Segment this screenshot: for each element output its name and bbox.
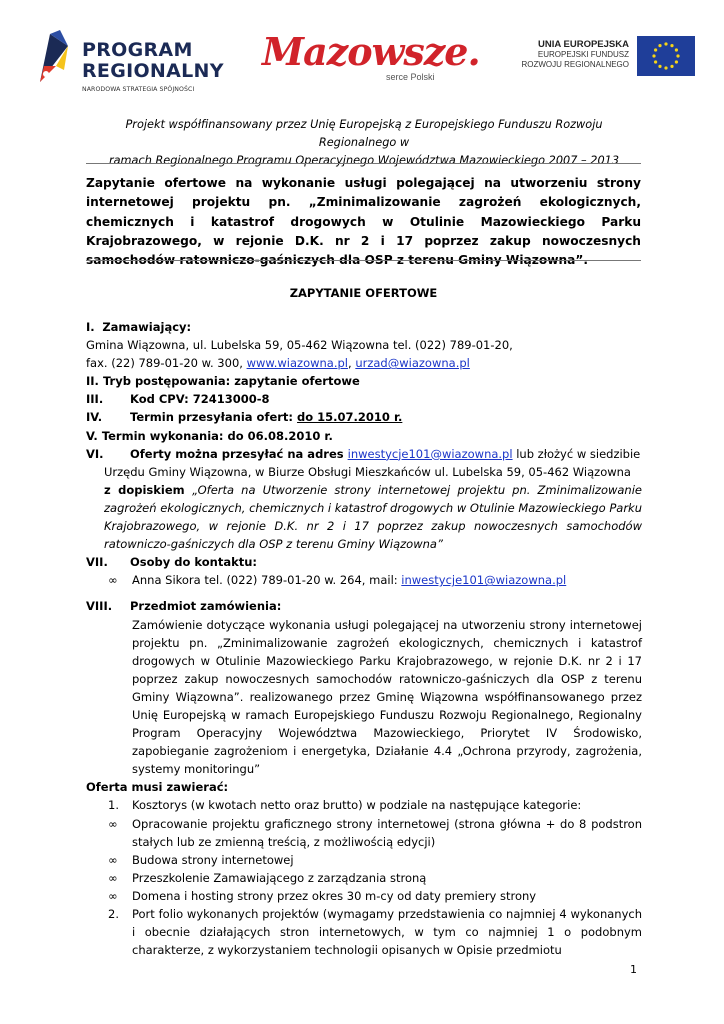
eu-logo-line2: EUROPEJSKI FUNDUSZ xyxy=(537,50,629,59)
bullet-icon: ∞ xyxy=(108,852,118,867)
eu-logo-line1: UNIA EUROPEJSKA xyxy=(538,39,629,50)
offer-bullet-3 xyxy=(86,869,642,887)
offer-bullet-1-text: Opracowanie projektu graficznego strony internetowej (strona główna + do 8 podstron stałych lub ze zmienną treścią, z możliwością edycji) xyxy=(132,816,642,849)
divider-title xyxy=(86,260,641,261)
eu-flag-icon xyxy=(637,36,695,76)
offer-deadline: do 15.07.2010 r. xyxy=(297,410,403,425)
section-2 xyxy=(86,372,642,390)
section-1-label-text: Zamawiający: xyxy=(102,320,192,334)
mazowsze-logo xyxy=(258,28,478,88)
section-5 xyxy=(86,427,642,445)
section-6-number: VI. xyxy=(86,446,104,461)
offer-bullet-2-text: Budowa strony internetowej xyxy=(132,852,294,867)
section-1-number: I. xyxy=(86,320,95,334)
divider-top xyxy=(86,163,641,164)
offer-bullet-1 xyxy=(86,815,642,851)
document-body xyxy=(86,318,642,959)
cofinancing-note xyxy=(86,116,642,170)
cofinancing-line1: Projekt współfinansowany przez Unię Europejską z Europejskiego Funduszu Rozwoju Regionalnego w xyxy=(125,118,603,149)
section-1-address: Gmina Wiązowna, ul. Lubelska 59, 05-462 Wiązowna tel. (022) 789-01-20, xyxy=(86,338,513,353)
spacer xyxy=(86,589,642,597)
section-heading: ZAPYTANIE OFERTOWE xyxy=(289,286,438,300)
program-regionalny-logo xyxy=(34,26,244,92)
program-logo-line1: PROGRAM xyxy=(82,39,193,61)
page-number: 1 xyxy=(630,963,637,976)
section-5-number: V. xyxy=(86,428,98,443)
offer-bullet-4 xyxy=(86,887,642,905)
offer-bullet-2 xyxy=(86,851,642,869)
section-1-label xyxy=(98,320,191,334)
section-8 xyxy=(86,597,642,615)
mazowsze-logo-tagline: serce Polski xyxy=(386,72,435,82)
section-6 xyxy=(86,445,642,463)
offer-item-2 xyxy=(86,905,642,959)
section-4 xyxy=(86,408,642,426)
contact-person-item xyxy=(86,571,642,589)
contact-person-text xyxy=(132,571,642,589)
section-6-first-line xyxy=(130,445,642,463)
cofinancing-line2: ramach Regionalnego Programu Operacyjnego Województwa Mazowieckiego 2007 – 2013 xyxy=(108,154,620,167)
section-1-separator: , xyxy=(348,356,356,371)
section-6-address: Urzędu Gminy Wiązowna, w Biurze Obsługi Mieszkańców ul. Lubelska 59, 05-462 Wiązowna xyxy=(104,464,631,479)
section-5-text: Termin wykonania: do 06.08.2010 r. xyxy=(101,428,333,443)
offer-item-1-text: Kosztorys (w kwotach netto oraz brutto) w podziale na następujące kategorie: xyxy=(132,798,582,813)
section-6-after-email: lub złożyć w siedzibie xyxy=(512,446,641,461)
offer-bullet-4-text: Domena i hosting strony przez okres 30 m-cy od daty premiery strony xyxy=(132,888,537,903)
offer-item-2-text: Port folio wykonanych projektów (wymagamy przedstawienia co najmniej 4 wykonanych i obecnie działających stron internetowych, w tym co najmniej 1 o podobnym charakterze, z wykorzystaniem technologii opisanych w Opisie przedmiotu xyxy=(132,907,642,958)
eu-logo xyxy=(505,36,695,82)
section-6-annotation-text: „Oferta na Utworzenie strony internetowej projektu pn. Zminimalizowanie zagrożeń ekologicznych, chemicznych i katastrof drogowych w Otulinie Mazowieckiego Parku Krajobrazowego, w rejonie D.K. nr 2 i 17 poprzez zakup nowoczesnych samochodów ratowniczo-gaśniczych dla OSP z terenu Gminy Wiązowna” xyxy=(104,482,642,552)
offer-heading: Oferta musi zawierać: xyxy=(86,780,229,795)
section-6-label: Oferty można przesyłać na adres xyxy=(130,446,348,461)
section-7-number: VII. xyxy=(86,555,108,570)
section-6-annotation-label: z dopiskiem xyxy=(104,482,193,497)
bullet-icon: ∞ xyxy=(108,870,118,885)
section-7 xyxy=(86,553,642,571)
section-3 xyxy=(86,390,642,408)
document-title: Zapytanie ofertowe na wykonanie usługi polegającej na utworzeniu strony internetowej projektu pn. „Zminimalizowanie zagrożeń ekologicznych, chemicznych i katastrof drogowych w Otulinie Mazowieckiego Parku Krajobrazowego, w rejonie D.K. nr 2 i 17 poprzez zakup nowoczesnych samochodów ratowniczo-gaśniczych dla OSP z terenu Gminy Wiązowna”. xyxy=(86,176,641,268)
section-7-label: Osoby do kontaktu: xyxy=(130,555,258,570)
section-4-label: Termin przesyłania ofert: xyxy=(130,410,298,425)
program-logo-line2: REGIONALNY xyxy=(82,60,224,82)
offer-item-1 xyxy=(86,796,642,814)
section-1-contact xyxy=(86,354,642,372)
contact-email-link[interactable]: inwestycje101@wiazowna.pl xyxy=(401,573,567,588)
program-logo-subtitle: NARODOWA STRATEGIA SPÓJNOŚCI xyxy=(82,86,195,93)
section-2-text: Tryb postępowania: zapytanie ofertowe xyxy=(102,374,360,389)
section-1-fax: fax. (22) 789-01-20 w. 300, xyxy=(86,356,247,371)
website-link[interactable]: www.wiazowna.pl xyxy=(246,356,349,371)
section-3-text: Kod CPV: 72413000-8 xyxy=(130,392,270,407)
bullet-icon: ∞ xyxy=(108,573,118,588)
section-2-number: II. xyxy=(86,374,99,389)
offer-bullet-3-text: Przeszkolenie Zamawiającego z zarządzania stroną xyxy=(132,870,427,885)
contact-person-details: Anna Sikora tel. (022) 789-01-20 w. 264, mail: xyxy=(132,573,402,588)
offer-item-2-number: 2. xyxy=(108,907,119,921)
eu-logo-text xyxy=(521,40,629,70)
office-email-link[interactable]: urzad@wiazowna.pl xyxy=(355,356,470,371)
program-regionalny-emblem-icon xyxy=(34,26,74,88)
section-8-text: Zamówienie dotyczące wykonania usługi polegającej na utworzeniu strony internetowej projektu pn. „Zminimalizowanie zagrożeń ekologicznych, chemicznych i katastrof drogowych w Otulinie Mazowieckiego Parku Krajobrazowego, w rejonie D.K. nr 2 i 17 poprzez zakup nowoczesnych samochodów ratowniczo-gaśniczych dla OSP z terenu Gminy Wiązowna”. realizowanego przez Gminę Wiązowna współfinansowanego przez Unię Europejską w ramach Europejskiego Funduszu Rozwoju Regionalnego, Regionalny Program Operacyjny Województwa Mazowieckiego, Priorytet IV Środowisko, zapobieganie zagrożeniom i energetyka, Działanie 4.4 „Ochrona przyrody, zagrożenia, systemy monitoringu” xyxy=(132,617,642,777)
section-8-number: VIII. xyxy=(86,599,113,614)
section-4-number: IV. xyxy=(86,410,103,425)
section-3-number: III. xyxy=(86,392,104,407)
section-6-annotation xyxy=(86,481,642,553)
bullet-icon: ∞ xyxy=(108,888,118,903)
mazowsze-logo-name: Mazowsze. xyxy=(262,29,480,74)
section-1-heading xyxy=(86,318,642,336)
section-8-label: Przedmiot zamówienia: xyxy=(130,599,282,614)
bullet-icon: ∞ xyxy=(108,816,118,831)
offer-email-link[interactable]: inwestycje101@wiazowna.pl xyxy=(347,446,513,461)
eu-logo-line3: ROZWOJU REGIONALNEGO xyxy=(521,60,629,69)
offer-item-1-number: 1. xyxy=(108,798,119,813)
section-4-content xyxy=(130,408,402,426)
